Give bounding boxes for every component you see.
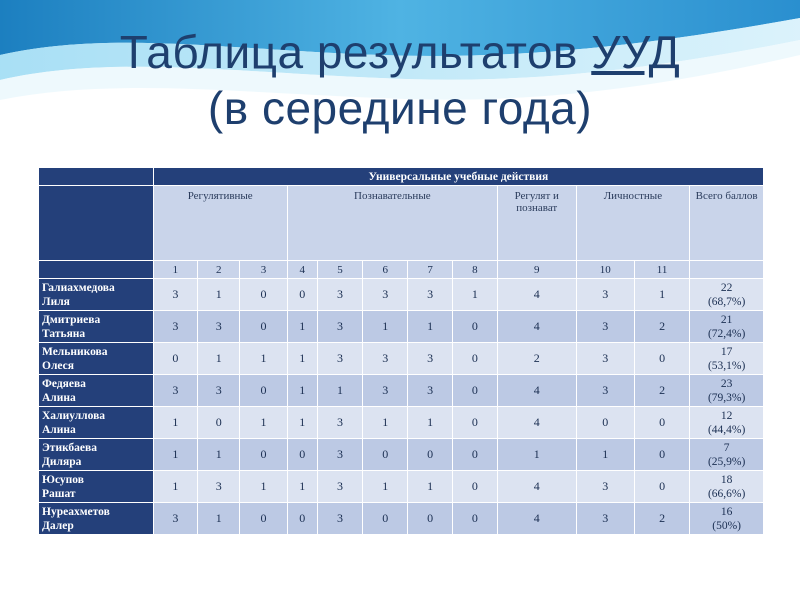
student-first-name: Алина: [42, 423, 76, 436]
header-regulatory: Регулятивные: [153, 186, 287, 261]
score-cell: 1: [198, 439, 240, 471]
score-cell: 2: [498, 343, 577, 375]
score-cell: 3: [317, 279, 362, 311]
score-cell: 0: [452, 439, 497, 471]
column-number: 7: [408, 261, 452, 279]
score-cell: 0: [634, 439, 689, 471]
total-points: 17: [720, 345, 733, 358]
score-cell: 1: [153, 407, 197, 439]
total-points: 16: [720, 505, 733, 518]
student-surname: Федяева: [42, 377, 86, 390]
header-cognitive: Познавательные: [287, 186, 497, 261]
total-percent: (79,3%): [707, 391, 746, 404]
table-row: [39, 503, 764, 535]
table-header-top-row: [39, 168, 764, 186]
total-cell: [690, 503, 764, 535]
total-cell: [690, 375, 764, 407]
total-cell: [690, 471, 764, 503]
score-cell: 0: [408, 503, 452, 535]
table-header-number-row: [39, 261, 764, 279]
score-cell: 3: [317, 311, 362, 343]
student-name: [39, 375, 154, 407]
score-cell: 1: [198, 279, 240, 311]
student-surname: Юсупов: [42, 473, 84, 486]
total-points: 12: [720, 409, 733, 422]
score-cell: 1: [576, 439, 634, 471]
total-points: 23: [720, 377, 733, 390]
slide-title: [0, 24, 800, 136]
table-row: [39, 439, 764, 471]
score-cell: 0: [363, 439, 408, 471]
table-row: [39, 407, 764, 439]
score-cell: 4: [498, 311, 577, 343]
student-first-name: Диляра: [42, 455, 82, 468]
column-number: 1: [153, 261, 197, 279]
score-cell: 1: [363, 311, 408, 343]
score-cell: 0: [287, 439, 317, 471]
score-cell: 0: [198, 407, 240, 439]
student-name: [39, 471, 154, 503]
score-cell: 0: [634, 407, 689, 439]
table-body: [39, 279, 764, 535]
header-corner: [39, 261, 154, 279]
score-cell: 0: [287, 503, 317, 535]
score-cell: 3: [198, 471, 240, 503]
student-surname: Нуреахметов: [42, 505, 110, 518]
score-cell: 3: [408, 375, 452, 407]
student-surname: Мельникова: [42, 345, 108, 358]
score-cell: 3: [363, 343, 408, 375]
score-cell: 0: [576, 407, 634, 439]
column-number: 5: [317, 261, 362, 279]
score-cell: 3: [153, 279, 197, 311]
results-table: [38, 167, 764, 535]
table-row: [39, 311, 764, 343]
student-first-name: Олеся: [42, 359, 74, 372]
total-percent: (44,4%): [707, 423, 746, 436]
score-cell: 1: [408, 471, 452, 503]
score-cell: 4: [498, 503, 577, 535]
score-cell: 1: [363, 407, 408, 439]
total-cell: [690, 343, 764, 375]
score-cell: 1: [153, 439, 197, 471]
title-underlined-abbr: УУД: [591, 26, 681, 78]
score-cell: 3: [576, 311, 634, 343]
student-name: [39, 343, 154, 375]
column-number: 11: [634, 261, 689, 279]
table-row: [39, 471, 764, 503]
score-cell: 0: [153, 343, 197, 375]
score-cell: 1: [287, 375, 317, 407]
score-cell: 2: [634, 503, 689, 535]
score-cell: 0: [240, 503, 287, 535]
score-cell: 0: [240, 439, 287, 471]
score-cell: 1: [153, 471, 197, 503]
student-name: [39, 407, 154, 439]
score-cell: 1: [363, 471, 408, 503]
score-cell: 3: [363, 375, 408, 407]
score-cell: 4: [498, 375, 577, 407]
student-first-name: Далер: [42, 519, 74, 532]
total-points: 22: [720, 281, 733, 294]
student-first-name: Татьяна: [42, 327, 86, 340]
score-cell: 1: [240, 407, 287, 439]
student-first-name: Рашат: [42, 487, 76, 500]
student-first-name: Алина: [42, 391, 76, 404]
total-points: 7: [723, 441, 730, 454]
score-cell: 4: [498, 471, 577, 503]
score-cell: 3: [576, 279, 634, 311]
score-cell: 0: [452, 503, 497, 535]
total-cell: [690, 407, 764, 439]
score-cell: 0: [452, 375, 497, 407]
score-cell: 3: [576, 343, 634, 375]
header-corner: [39, 186, 154, 261]
score-cell: 1: [240, 343, 287, 375]
student-name: [39, 279, 154, 311]
score-cell: 0: [240, 279, 287, 311]
total-points: 21: [720, 313, 733, 326]
column-number-total: [690, 261, 764, 279]
score-cell: 1: [287, 343, 317, 375]
score-cell: 0: [287, 279, 317, 311]
total-cell: [690, 279, 764, 311]
table-header-category-row: [39, 186, 764, 261]
total-percent: (53,1%): [707, 359, 746, 372]
column-number: 10: [576, 261, 634, 279]
score-cell: 1: [240, 471, 287, 503]
score-cell: 0: [240, 375, 287, 407]
score-cell: 1: [287, 311, 317, 343]
score-cell: 3: [153, 311, 197, 343]
column-number: 8: [452, 261, 497, 279]
score-cell: 3: [317, 343, 362, 375]
score-cell: 4: [498, 279, 577, 311]
score-cell: 0: [240, 311, 287, 343]
header-uud: Универсальные учебные действия: [153, 168, 763, 186]
score-cell: 0: [634, 471, 689, 503]
title-line-2: (в середине года): [207, 82, 593, 134]
total-cell: [690, 311, 764, 343]
score-cell: 0: [634, 343, 689, 375]
score-cell: 0: [452, 407, 497, 439]
score-cell: 3: [408, 279, 452, 311]
score-cell: 3: [198, 311, 240, 343]
score-cell: 2: [634, 311, 689, 343]
score-cell: 3: [576, 503, 634, 535]
score-cell: 1: [498, 439, 577, 471]
total-percent: (68,7%): [707, 295, 746, 308]
score-cell: 3: [576, 375, 634, 407]
student-surname: Халиуллова: [42, 409, 106, 422]
score-cell: 3: [576, 471, 634, 503]
score-cell: 1: [408, 311, 452, 343]
student-name: [39, 439, 154, 471]
column-number: 6: [363, 261, 408, 279]
score-cell: 3: [153, 375, 197, 407]
score-cell: 3: [317, 439, 362, 471]
score-cell: 1: [634, 279, 689, 311]
score-cell: 1: [317, 375, 362, 407]
table-row: [39, 375, 764, 407]
score-cell: 1: [198, 343, 240, 375]
column-number: 9: [498, 261, 577, 279]
score-cell: 3: [363, 279, 408, 311]
header-reg-cog: Регулят и познават: [498, 186, 577, 261]
score-cell: 1: [452, 279, 497, 311]
total-percent: (50%): [712, 519, 741, 532]
score-cell: 1: [287, 407, 317, 439]
score-cell: 3: [317, 471, 362, 503]
score-cell: 0: [452, 471, 497, 503]
column-number: 4: [287, 261, 317, 279]
student-first-name: Лиля: [42, 295, 70, 308]
total-points: 18: [720, 473, 733, 486]
student-surname: Дмитриева: [42, 313, 101, 326]
column-number: 2: [198, 261, 240, 279]
table-row: [39, 279, 764, 311]
header-personal: Личностные: [576, 186, 690, 261]
score-cell: 1: [198, 503, 240, 535]
score-cell: 3: [153, 503, 197, 535]
score-cell: 0: [452, 311, 497, 343]
student-surname: Этикбаева: [42, 441, 97, 454]
header-corner: [39, 168, 154, 186]
column-number: 3: [240, 261, 287, 279]
score-cell: 3: [408, 343, 452, 375]
score-cell: 3: [317, 503, 362, 535]
score-cell: 4: [498, 407, 577, 439]
student-name: [39, 503, 154, 535]
total-cell: [690, 439, 764, 471]
student-surname: Галиахмедова: [42, 281, 115, 294]
header-total: Всего баллов: [690, 186, 764, 261]
student-name: [39, 311, 154, 343]
table-row: [39, 343, 764, 375]
title-prefix: Таблица результатов: [119, 26, 592, 78]
total-percent: (72,4%): [707, 327, 746, 340]
score-cell: 1: [287, 471, 317, 503]
score-cell: 1: [408, 407, 452, 439]
score-cell: 3: [198, 375, 240, 407]
total-percent: (66,6%): [707, 487, 746, 500]
total-percent: (25,9%): [707, 455, 746, 468]
score-cell: 0: [408, 439, 452, 471]
score-cell: 2: [634, 375, 689, 407]
score-cell: 0: [452, 343, 497, 375]
title-line-1: [0, 24, 800, 80]
score-cell: 3: [317, 407, 362, 439]
score-cell: 0: [363, 503, 408, 535]
